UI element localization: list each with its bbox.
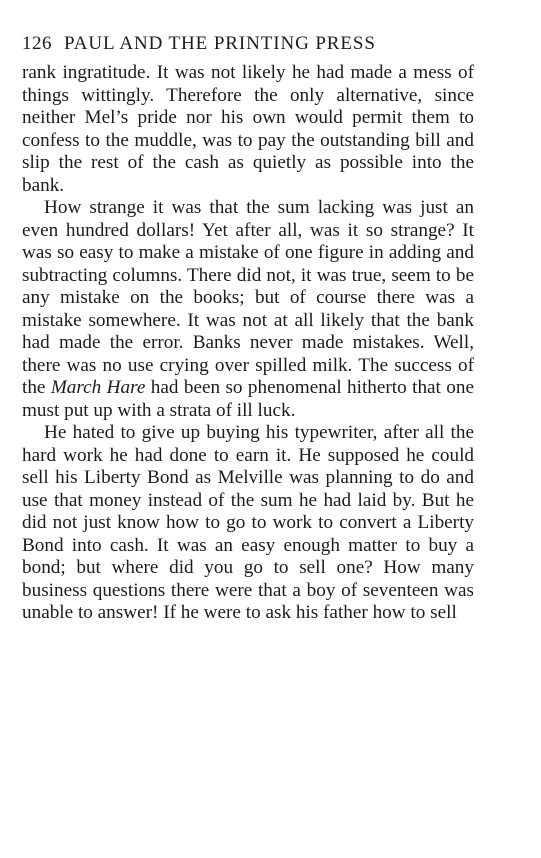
paragraph bbox=[22, 197, 474, 422]
paragraph: He hated to give up buying his typewriter, after all the hard work he had done to earn it. He supposed he could sell his Liberty Bond as Melville was planning to do and use that money instead of the sum he had laid by. But he did not just know how to go to work to convert a Liberty Bond into cash. It was an easy enough matter to buy a bond; but where did you go to sell one? How many business questions there were that a boy of seventeen was unable to answer! If he were to ask his father how to sell bbox=[22, 422, 474, 623]
book-page bbox=[22, 30, 474, 625]
book-title-italic: March Hare bbox=[50, 377, 146, 398]
page-number: 126 bbox=[22, 33, 52, 54]
body-text bbox=[22, 62, 474, 625]
running-head bbox=[22, 30, 474, 58]
running-title: PAUL AND THE PRINTING PRESS bbox=[64, 33, 376, 54]
paragraph-text: had been so phenomenal hitherto that one must put up with a strata of ill luck. bbox=[22, 377, 474, 421]
paragraph-text: How strange it was that the sum lacking was just an even hundred dollars! Yet after all, was it so strange? It was so easy to make a mistake of one figure in adding and subtracting columns. There did not, it was true, seem to be any mistake on the books; but of course there was a mistake somewhere. It was not at all likely that the bank had made the error. Banks never made mistakes. Well, there was no use crying over spilled milk. The success of the bbox=[22, 197, 474, 398]
paragraph-continued: rank ingratitude. It was not likely he had made a mess of things wittingly. Therefore the only alternative, since neither Mel’s pride nor his own would permit them to confess to the muddle, was to pay the outstanding bill and slip the rest of the cash as quietly as possible into the bank. bbox=[22, 62, 474, 196]
